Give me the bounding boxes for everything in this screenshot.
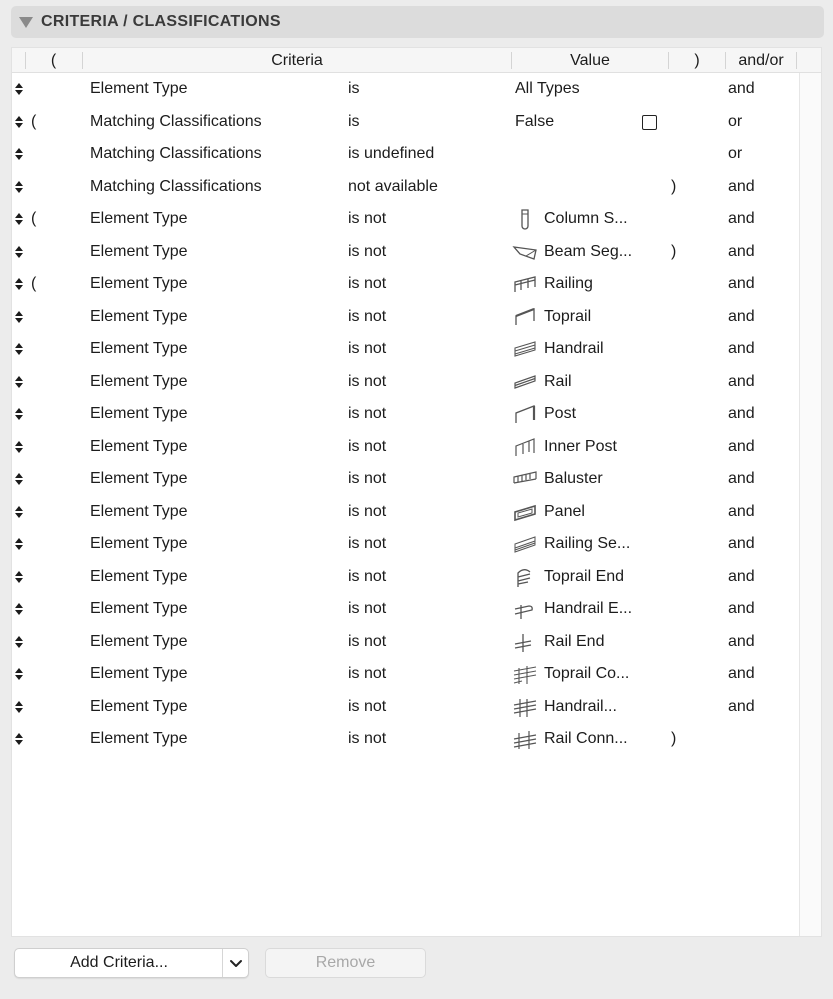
row-value[interactable]: Toprail bbox=[544, 307, 592, 325]
add-criteria-label[interactable]: Add Criteria... bbox=[70, 954, 168, 971]
railing-segment-icon bbox=[512, 532, 538, 556]
row-close-paren[interactable]: ) bbox=[671, 730, 677, 747]
row-criteria[interactable]: Element Type bbox=[90, 372, 188, 390]
row-reorder-icon[interactable] bbox=[15, 213, 23, 226]
column-icon bbox=[512, 207, 538, 231]
header-close-paren[interactable]: ) bbox=[694, 52, 700, 69]
row-operator[interactable]: is undefined bbox=[348, 145, 435, 162]
row-value[interactable]: False bbox=[515, 112, 555, 130]
row-open-paren[interactable]: ( bbox=[31, 275, 37, 292]
row-open-paren[interactable]: ( bbox=[31, 210, 37, 227]
table-row[interactable] bbox=[12, 626, 799, 658]
handrail-icon bbox=[512, 337, 538, 361]
row-andor[interactable]: and bbox=[728, 600, 755, 617]
row-andor[interactable]: and bbox=[728, 535, 755, 552]
row-reorder-icon[interactable] bbox=[15, 538, 23, 551]
row-andor[interactable]: and bbox=[728, 405, 755, 422]
row-operator[interactable]: is not bbox=[348, 470, 387, 487]
row-reorder-icon[interactable] bbox=[15, 603, 23, 616]
row-reorder-icon[interactable] bbox=[15, 473, 23, 486]
row-value[interactable]: Beam Seg... bbox=[544, 242, 633, 260]
row-criteria[interactable]: Element Type bbox=[90, 405, 188, 422]
railing-icon bbox=[512, 272, 538, 296]
row-criteria[interactable]: Element Type bbox=[90, 697, 188, 715]
row-operator[interactable]: is bbox=[348, 112, 360, 130]
row-criteria[interactable]: Matching Classifications bbox=[90, 177, 262, 195]
row-reorder-icon[interactable] bbox=[15, 408, 23, 421]
row-operator[interactable]: is not bbox=[348, 307, 387, 325]
row-criteria[interactable]: Element Type bbox=[90, 470, 188, 487]
add-criteria-button[interactable] bbox=[14, 948, 249, 978]
row-value[interactable]: Rail End bbox=[544, 632, 605, 650]
row-andor[interactable]: and bbox=[728, 502, 755, 520]
row-reorder-icon[interactable] bbox=[15, 343, 23, 356]
table-row[interactable] bbox=[12, 496, 799, 528]
row-andor[interactable]: and bbox=[728, 437, 755, 455]
row-value[interactable]: Post bbox=[544, 405, 577, 422]
row-andor[interactable]: and bbox=[728, 632, 755, 650]
table-row[interactable] bbox=[12, 171, 799, 203]
row-value[interactable]: Handrail... bbox=[544, 697, 617, 715]
table-row[interactable] bbox=[12, 268, 799, 300]
table-row[interactable] bbox=[12, 723, 799, 755]
row-criteria[interactable]: Element Type bbox=[90, 340, 188, 357]
row-criteria[interactable]: Matching Classifications bbox=[90, 112, 262, 130]
row-close-paren[interactable]: ) bbox=[671, 242, 677, 260]
table-row[interactable] bbox=[12, 691, 799, 723]
row-operator[interactable]: is not bbox=[348, 567, 387, 585]
toprail-end-icon bbox=[512, 565, 538, 589]
row-value[interactable]: Toprail End bbox=[544, 567, 625, 585]
table-row[interactable] bbox=[12, 73, 799, 105]
row-andor[interactable]: and bbox=[728, 470, 755, 487]
row-andor[interactable]: and bbox=[728, 275, 755, 292]
row-criteria[interactable]: Element Type bbox=[90, 665, 188, 682]
row-andor[interactable]: and bbox=[728, 665, 755, 682]
row-operator[interactable]: is not bbox=[348, 665, 387, 682]
row-andor[interactable]: and bbox=[728, 210, 755, 227]
row-criteria[interactable]: Element Type bbox=[90, 275, 188, 292]
row-andor[interactable]: and bbox=[728, 567, 755, 585]
row-operator[interactable]: is not bbox=[348, 405, 387, 422]
table-row[interactable] bbox=[12, 398, 799, 430]
row-operator[interactable]: not available bbox=[348, 177, 438, 195]
row-operator[interactable]: is not bbox=[348, 697, 387, 715]
row-criteria[interactable]: Element Type bbox=[90, 567, 188, 585]
row-reorder-icon[interactable] bbox=[15, 571, 23, 584]
table-row[interactable] bbox=[12, 301, 799, 333]
row-value[interactable]: Toprail Co... bbox=[544, 665, 630, 682]
row-value[interactable]: Railing bbox=[544, 275, 593, 292]
inner-post-icon bbox=[512, 435, 538, 459]
row-andor[interactable]: and bbox=[728, 372, 755, 390]
row-reorder-icon[interactable] bbox=[15, 181, 23, 194]
rail-connection-icon bbox=[512, 727, 538, 751]
row-close-paren[interactable]: ) bbox=[671, 177, 677, 195]
table-row[interactable] bbox=[12, 366, 799, 398]
row-reorder-icon[interactable] bbox=[15, 636, 23, 649]
disclosure-triangle-icon[interactable] bbox=[19, 17, 33, 28]
table-row[interactable] bbox=[12, 528, 799, 560]
row-criteria[interactable]: Element Type bbox=[90, 80, 188, 97]
row-value[interactable]: Panel bbox=[544, 502, 585, 520]
row-operator[interactable]: is not bbox=[348, 502, 387, 520]
row-value[interactable]: Rail Conn... bbox=[544, 730, 628, 747]
table-row[interactable] bbox=[12, 431, 799, 463]
row-value[interactable]: Handrail bbox=[544, 340, 604, 357]
row-criteria[interactable]: Element Type bbox=[90, 730, 188, 747]
row-operator[interactable]: is not bbox=[348, 275, 387, 292]
row-andor[interactable]: and bbox=[728, 242, 755, 260]
row-andor[interactable]: or bbox=[728, 112, 743, 130]
row-value[interactable]: Rail bbox=[544, 372, 572, 390]
table-row[interactable] bbox=[12, 203, 799, 235]
row-reorder-icon[interactable] bbox=[15, 701, 23, 714]
post-icon bbox=[512, 402, 538, 426]
header-andor[interactable]: and/or bbox=[738, 52, 784, 69]
value-checkbox[interactable] bbox=[642, 115, 657, 130]
row-value[interactable]: Railing Se... bbox=[544, 535, 631, 552]
table-header bbox=[12, 48, 821, 73]
rail-icon bbox=[512, 370, 538, 394]
row-andor[interactable]: and bbox=[728, 177, 755, 195]
section-title: CRITERIA / CLASSIFICATIONS bbox=[41, 13, 281, 30]
row-operator[interactable]: is not bbox=[348, 372, 387, 390]
row-criteria[interactable]: Element Type bbox=[90, 502, 188, 520]
row-operator[interactable]: is not bbox=[348, 535, 387, 552]
criteria-section-header[interactable] bbox=[11, 6, 824, 38]
row-value[interactable]: All Types bbox=[515, 80, 580, 97]
remove-button[interactable]: Remove bbox=[265, 948, 426, 978]
row-reorder-icon[interactable] bbox=[15, 441, 23, 454]
table-row[interactable] bbox=[12, 106, 799, 138]
row-value[interactable]: Handrail E... bbox=[544, 600, 633, 617]
panel-icon bbox=[512, 500, 538, 524]
criteria-table bbox=[11, 47, 822, 937]
row-reorder-icon[interactable] bbox=[15, 506, 23, 519]
row-reorder-icon[interactable] bbox=[15, 116, 23, 129]
toprail-connection-icon bbox=[512, 662, 538, 686]
row-operator[interactable]: is not bbox=[348, 340, 387, 357]
header-open-paren[interactable]: ( bbox=[50, 52, 57, 69]
row-reorder-icon[interactable] bbox=[15, 311, 23, 324]
header-separator bbox=[796, 52, 797, 69]
row-andor[interactable]: and bbox=[728, 697, 755, 715]
header-value[interactable]: Value bbox=[570, 52, 610, 69]
table-row[interactable] bbox=[12, 138, 799, 170]
row-reorder-icon[interactable] bbox=[15, 733, 23, 746]
row-operator[interactable]: is not bbox=[348, 632, 387, 650]
row-criteria[interactable]: Element Type bbox=[90, 242, 188, 260]
row-andor[interactable]: or bbox=[728, 145, 743, 162]
row-reorder-icon[interactable] bbox=[15, 278, 23, 291]
beam-icon bbox=[512, 240, 538, 264]
row-reorder-icon[interactable] bbox=[15, 148, 23, 161]
row-value[interactable]: Baluster bbox=[544, 470, 603, 487]
header-criteria[interactable]: Criteria bbox=[271, 52, 323, 69]
row-operator[interactable]: is not bbox=[348, 437, 387, 455]
row-andor[interactable]: and bbox=[728, 80, 755, 97]
toprail-icon bbox=[512, 305, 538, 329]
row-criteria[interactable]: Element Type bbox=[90, 437, 188, 455]
row-reorder-icon[interactable] bbox=[15, 83, 23, 96]
row-reorder-icon[interactable] bbox=[15, 376, 23, 389]
row-value[interactable]: Column S... bbox=[544, 210, 628, 227]
row-operator[interactable]: is not bbox=[348, 730, 387, 747]
row-criteria[interactable]: Element Type bbox=[90, 600, 188, 617]
rail-end-icon bbox=[512, 630, 538, 654]
baluster-icon bbox=[512, 467, 538, 491]
handrail-end-icon bbox=[512, 597, 538, 621]
table-row[interactable] bbox=[12, 561, 799, 593]
chevron-down-icon[interactable] bbox=[223, 949, 249, 977]
row-operator[interactable]: is not bbox=[348, 242, 387, 260]
row-criteria[interactable]: Element Type bbox=[90, 307, 188, 325]
row-operator[interactable]: is not bbox=[348, 600, 387, 617]
handrail-connection-icon bbox=[512, 695, 538, 719]
table-row[interactable] bbox=[12, 593, 799, 625]
table-row[interactable] bbox=[12, 463, 799, 495]
row-operator[interactable]: is not bbox=[348, 210, 387, 227]
row-open-paren[interactable]: ( bbox=[31, 112, 37, 130]
table-row[interactable] bbox=[12, 333, 799, 365]
scrollbar-track[interactable] bbox=[799, 73, 821, 936]
table-row[interactable] bbox=[12, 658, 799, 690]
table-row[interactable] bbox=[12, 236, 799, 268]
row-criteria[interactable]: Element Type bbox=[90, 632, 188, 650]
row-andor[interactable]: and bbox=[728, 307, 755, 325]
row-operator[interactable]: is bbox=[348, 80, 360, 97]
row-reorder-icon[interactable] bbox=[15, 668, 23, 681]
row-value[interactable]: Inner Post bbox=[544, 437, 617, 455]
row-reorder-icon[interactable] bbox=[15, 246, 23, 259]
row-andor[interactable]: and bbox=[728, 340, 755, 357]
row-criteria[interactable]: Matching Classifications bbox=[90, 145, 262, 162]
row-criteria[interactable]: Element Type bbox=[90, 535, 188, 552]
row-criteria[interactable]: Element Type bbox=[90, 210, 188, 227]
